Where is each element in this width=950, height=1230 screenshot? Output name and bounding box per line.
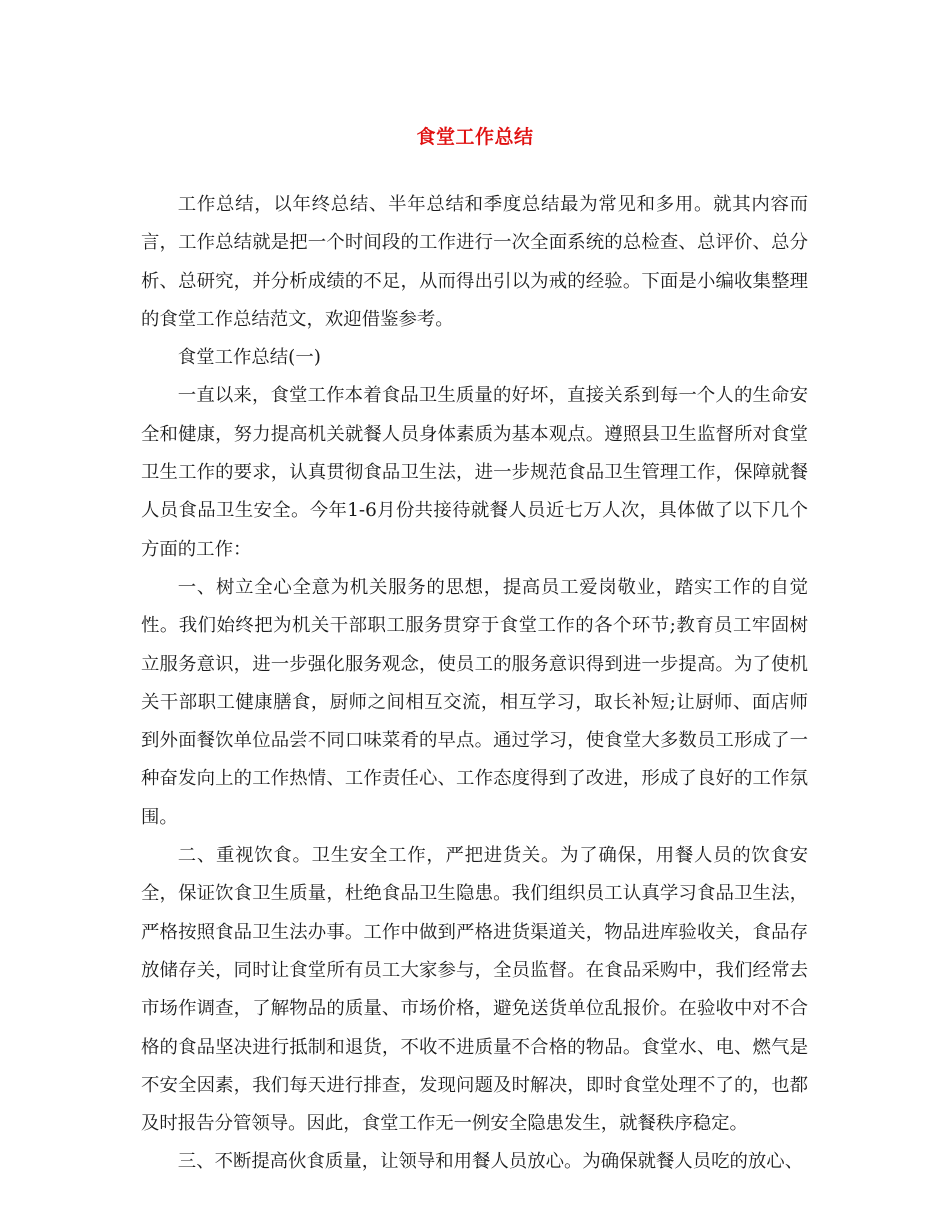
body-paragraph: 一、树立全心全意为机关服务的思想，提高员工爱岗敬业，踏实工作的自觉性。我们始终把为机关干部职工服务贯穿于食堂工作的各个环节;教育员工牢固树立服务意识，进一步强化服务观念，使员工的服务意识得到进一步提高。为了使机关干部职工健康膳食，厨师之间相互交流，相互学习，取长补短;让厨师、面店师到外面餐饮单位品尝不同口味菜肴的早点。通过学习，使食堂大多数员工形成了一种奋发向上的工作热情、工作责任心、工作态度得到了改进，形成了良好的工作氛围。 xyxy=(141,576,808,828)
document-body xyxy=(141,186,808,1182)
body-paragraph: 一直以来，食堂工作本着食品卫生质量的好坏，直接关系到每一个人的生命安全和健康，努力提高机关就餐人员身体素质为基本观点。遵照县卫生监督所对食堂卫生工作的要求，认真贯彻食品卫生法，进一步规范食品卫生管理工作，保障就餐人员食品卫生安全。今年1-6月份共接待就餐人员近七万人次，具体做了以下几个方面的工作： xyxy=(141,385,808,560)
intro-paragraph: 工作总结，以年终总结、半年总结和季度总结最为常见和多用。就其内容而言，工作总结就是把一个时间段的工作进行一次全面系统的总检查、总评价、总分析、总研究，并分析成绩的不足，从而得出引以为戒的经验。下面是小编收集整理的食堂工作总结范文，欢迎借鉴参考。 xyxy=(141,194,808,330)
document-title: 食堂工作总结 xyxy=(416,126,534,148)
body-paragraph: 三、不断提高伙食质量，让领导和用餐人员放心。为确保就餐人员吃的放心、 xyxy=(177,1151,804,1173)
section-heading: 食堂工作总结(一) xyxy=(177,347,321,369)
body-paragraph: 二、重视饮食。卫生安全工作，严把进货关。为了确保，用餐人员的饮食安全，保证饮食卫生质量，杜绝食品卫生隐患。我们组织员工认真学习食品卫生法，严格按照食品卫生法办事。工作中做到严格进货渠道关，物品进库验收关，食品存放储存关，同时让食堂所有员工大家参与，全员监督。在食品采购中，我们经常去市场作调查，了解物品的质量、市场价格，避免送货单位乱报价。在验收中对不合格的食品坚决进行抵制和退货，不收不进质量不合格的物品。食堂水、电、燃气是不安全因素，我们每天进行排查，发现问题及时解决，即时食堂处理不了的，也都及时报告分管领导。因此，食堂工作无一例安全隐患发生，就餐秩序稳定。 xyxy=(141,845,808,1135)
